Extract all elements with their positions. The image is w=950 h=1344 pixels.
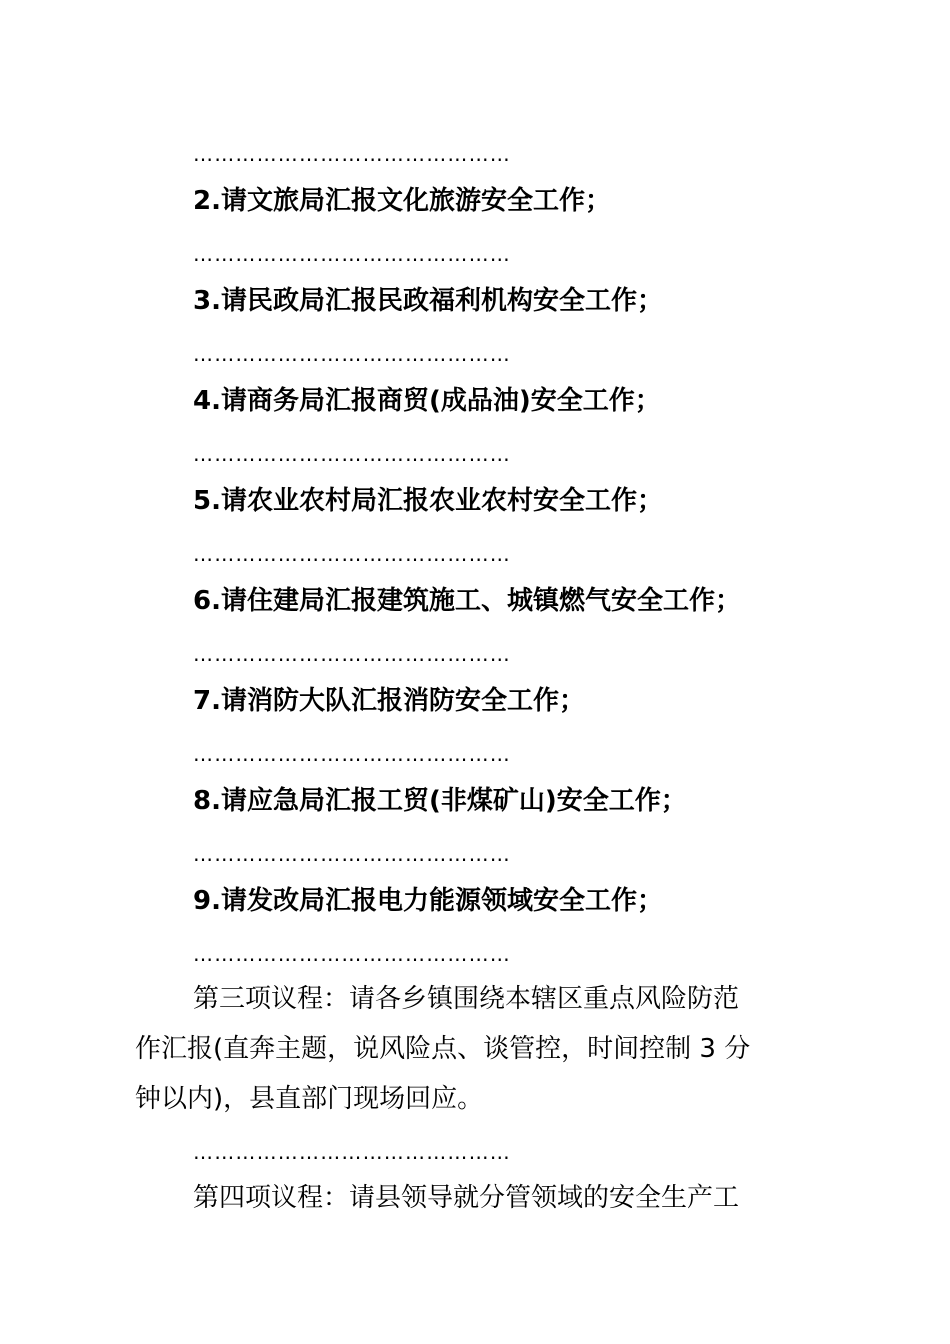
separator-dots: ……………………………………… (193, 242, 511, 266)
separator-dots: ……………………………………… (193, 342, 511, 366)
separator-dots: ……………………………………… (193, 442, 511, 466)
separator-dots: ……………………………………… (193, 542, 511, 566)
agenda-item-7: 7.请消防大队汇报消防安全工作； (193, 686, 585, 716)
separator-dots: ……………………………………… (193, 642, 511, 666)
agenda-3-line-1: 第三项议程：请各乡镇围绕本辖区重点风险防范 (193, 984, 740, 1014)
separator-dots: ……………………………………… (193, 1140, 511, 1164)
agenda-item-6: 6.请住建局汇报建筑施工、城镇燃气安全工作； (193, 586, 741, 616)
agenda-item-5: 5.请农业农村局汇报农业农村安全工作； (193, 486, 663, 516)
agenda-4-paragraph (135, 1173, 825, 1223)
agenda-item-4: 4.请商务局汇报商贸(成品油)安全工作； (193, 386, 661, 416)
separator-dots: ……………………………………… (193, 142, 511, 166)
agenda-item-3: 3.请民政局汇报民政福利机构安全工作； (193, 286, 663, 316)
separator-dots: ……………………………………… (193, 842, 511, 866)
separator-dots: ……………………………………… (193, 742, 511, 766)
agenda-item-2: 2.请文旅局汇报文化旅游安全工作； (193, 186, 611, 216)
agenda-3-line-2: 作汇报(直奔主题，说风险点、谈管控，时间控制 3 分 (135, 1034, 751, 1064)
agenda-4-line-1: 第四项议程：请县领导就分管领域的安全生产工 (193, 1183, 740, 1213)
agenda-3-paragraph (135, 974, 825, 1124)
agenda-3-line-3: 钟以内)，县直部门现场回应。 (135, 1084, 484, 1114)
agenda-item-9: 9.请发改局汇报电力能源领域安全工作； (193, 886, 663, 916)
separator-dots: ……………………………………… (193, 942, 511, 966)
agenda-item-8: 8.请应急局汇报工贸(非煤矿山)安全工作； (193, 786, 687, 816)
